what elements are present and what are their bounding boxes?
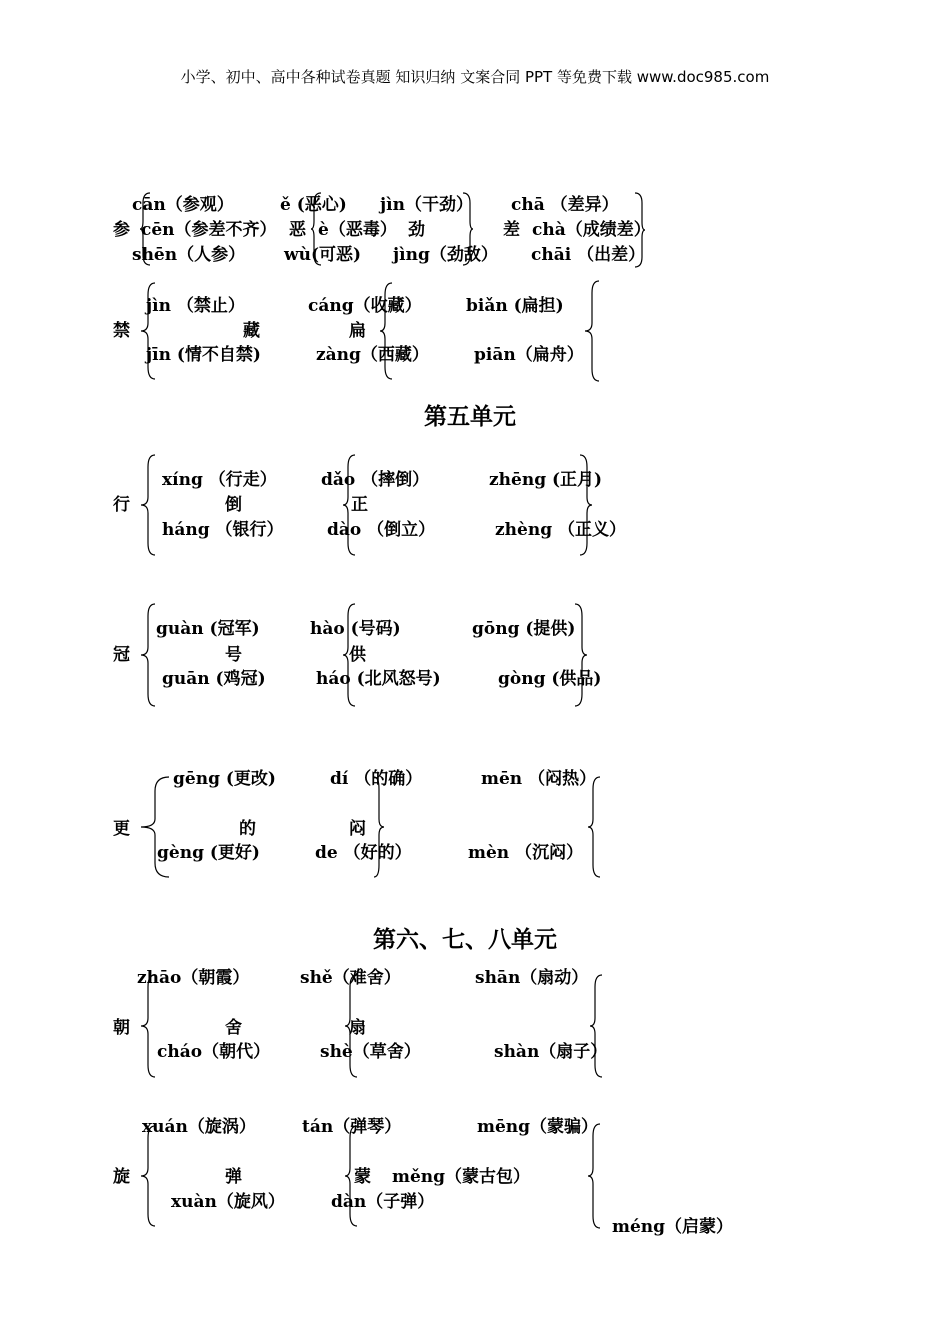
brace <box>590 975 604 1077</box>
head-character: 蒙 <box>354 1167 371 1187</box>
head-character: 藏 <box>243 321 260 341</box>
pinyin-entry: mēng（蒙骗） <box>477 1117 599 1137</box>
head-character: 的 <box>239 819 256 839</box>
pinyin-entry: zhèng （正义） <box>495 520 626 540</box>
pinyin-entry: gēng (更改) <box>173 769 276 789</box>
head-character: 差 <box>503 220 520 240</box>
pinyin-entry: háo (北风怒号) <box>316 669 441 689</box>
brace <box>580 455 594 555</box>
pinyin-entry: xuàn（旋风） <box>171 1192 285 1212</box>
pinyin-entry: shè（草舍） <box>320 1042 421 1062</box>
pinyin-entry: guàn (冠军) <box>156 619 260 639</box>
pinyin-entry: xíng （行走） <box>162 470 277 490</box>
pinyin-entry: de （好的） <box>315 843 412 863</box>
pinyin-entry: cēn（参差不齐） <box>141 220 277 240</box>
pinyin-entry: cáng（收藏） <box>308 296 422 316</box>
pinyin-entry: jīn (情不自禁) <box>146 345 261 365</box>
section-heading: 第六、七、八单元 <box>373 927 557 953</box>
pinyin-entry: mēn （闷热） <box>481 769 597 789</box>
pinyin-entry: tán（弹琴） <box>302 1117 402 1137</box>
head-character: 旋 <box>113 1167 130 1187</box>
brace <box>575 604 589 706</box>
head-character: 恶 <box>289 220 306 240</box>
head-character: 劲 <box>408 220 425 240</box>
pinyin-entry: gòng (供品) <box>498 669 602 689</box>
pinyin-entry: hào (号码) <box>310 619 401 639</box>
section-heading: 第五单元 <box>424 404 516 430</box>
brace <box>141 1126 157 1226</box>
pinyin-entry: zhāo（朝霞） <box>137 968 250 988</box>
pinyin-entry: háng （银行） <box>162 520 284 540</box>
brace <box>588 777 602 877</box>
brace <box>141 455 157 555</box>
pinyin-entry: měng（蒙古包） <box>392 1167 531 1187</box>
head-character: 扁 <box>349 321 366 341</box>
pinyin-entry: dí （的确） <box>330 769 423 789</box>
brace <box>141 604 157 706</box>
page-header: 小学、初中、高中各种试卷真题 知识归纳 文案合同 PPT 等免费下载 www.doc985.com <box>180 68 770 86</box>
pinyin-entry: zhēng (正月) <box>489 470 603 490</box>
brace <box>588 1124 602 1228</box>
head-character: 弹 <box>225 1167 242 1187</box>
brace <box>585 281 601 381</box>
pinyin-entry: ě (恶心) <box>280 195 347 215</box>
pinyin-entry: wù(可恶) <box>284 245 362 265</box>
head-character: 扇 <box>349 1018 366 1038</box>
pinyin-entry: piān（扁舟） <box>474 345 584 365</box>
pinyin-entry: guān (鸡冠) <box>162 669 266 689</box>
head-character: 更 <box>113 819 130 839</box>
head-character: 参 <box>113 220 130 240</box>
pinyin-entry: mèn （沉闷） <box>468 843 584 863</box>
pinyin-entry: chāi （出差） <box>531 245 646 265</box>
pinyin-entry: shě（难舍） <box>300 968 401 988</box>
head-character: 号 <box>225 645 242 665</box>
head-character: 冠 <box>113 645 130 665</box>
pinyin-entry: jìn（干劲） <box>380 195 473 215</box>
head-character: 正 <box>351 495 368 515</box>
head-character: 禁 <box>113 321 130 341</box>
pinyin-entry: jìng（劲敌） <box>393 245 498 265</box>
pinyin-entry: shàn（扇子） <box>494 1042 608 1062</box>
pinyin-entry: dǎo （摔倒） <box>321 470 430 490</box>
head-character: 舍 <box>225 1018 242 1038</box>
pinyin-entry: cháo（朝代） <box>157 1042 271 1062</box>
pinyin-entry: è（恶毒） <box>318 220 397 240</box>
pinyin-entry: dào （倒立） <box>327 520 436 540</box>
brace <box>141 975 157 1077</box>
pinyin-entry: zàng（西藏） <box>316 345 429 365</box>
pinyin-entry: jìn （禁止） <box>146 296 245 316</box>
pinyin-entry: cān（参观） <box>132 195 234 215</box>
pinyin-entry: biǎn (扁担) <box>466 296 564 316</box>
head-character: 行 <box>113 495 130 515</box>
pinyin-entry: gōng (提供) <box>472 619 576 639</box>
head-character: 倒 <box>225 495 242 515</box>
pinyin-entry: gèng (更好) <box>157 843 260 863</box>
pinyin-entry: xuán（旋涡） <box>142 1117 256 1137</box>
pinyin-entry: méng（启蒙） <box>612 1217 734 1237</box>
head-character: 朝 <box>113 1018 130 1038</box>
head-character: 供 <box>349 645 366 665</box>
pinyin-entry: shēn（人参） <box>132 245 246 265</box>
pinyin-entry: dàn（子弹） <box>331 1192 435 1212</box>
head-character: 闷 <box>349 819 366 839</box>
pinyin-entry: shān（扇动） <box>475 968 589 988</box>
pinyin-entry: chā （差异） <box>511 195 619 215</box>
brace <box>635 193 647 267</box>
pinyin-entry: chà（成绩差） <box>532 220 651 240</box>
